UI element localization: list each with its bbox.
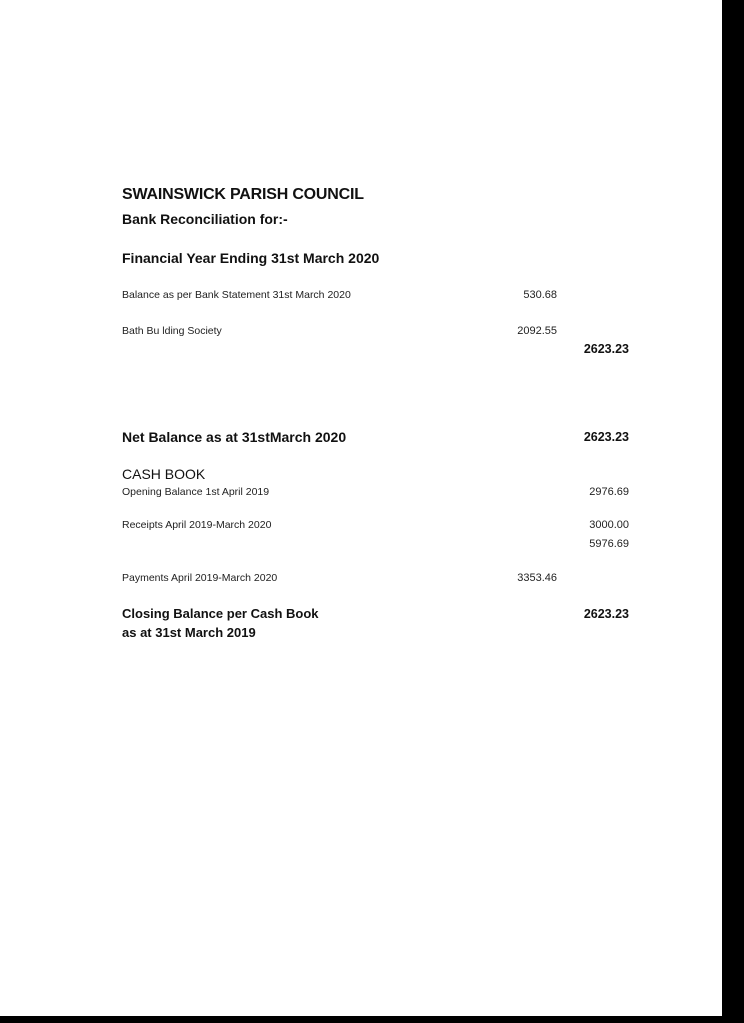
payments-value: 3353.46	[517, 572, 557, 584]
bank-statement-label: Balance as per Bank Statement 31st March 2020	[122, 289, 351, 301]
period-heading: Financial Year Ending 31st March 2020	[122, 250, 380, 266]
receipts-value: 3000.00	[589, 519, 629, 531]
building-society-label: Bath Bu lding Society	[122, 325, 222, 337]
payments-label: Payments April 2019-March 2020	[122, 572, 278, 584]
receipts-total: 5976.69	[589, 538, 629, 550]
building-society-value: 2092.55	[517, 325, 557, 337]
net-balance-label: Net Balance as at 31stMarch 2020	[122, 429, 347, 445]
council-name: SWAINSWICK PARISH COUNCIL	[122, 186, 364, 203]
bank-statement-value: 530.68	[523, 289, 557, 301]
opening-balance-value: 2976.69	[589, 486, 629, 498]
bank-subtotal: 2623.23	[583, 342, 629, 356]
closing-balance-value: 2623.23	[583, 607, 629, 621]
net-balance-value: 2623.23	[583, 430, 629, 444]
receipts-label: Receipts April 2019-March 2020	[122, 519, 272, 531]
closing-balance-label: Closing Balance per Cash Book	[122, 606, 319, 621]
closing-balance-date: as at 31st March 2019	[122, 625, 256, 640]
opening-balance-label: Opening Balance 1st April 2019	[122, 486, 270, 498]
cash-book-heading: CASH BOOK	[122, 466, 206, 482]
reconciliation-subtitle: Bank Reconciliation for:-	[122, 211, 288, 227]
